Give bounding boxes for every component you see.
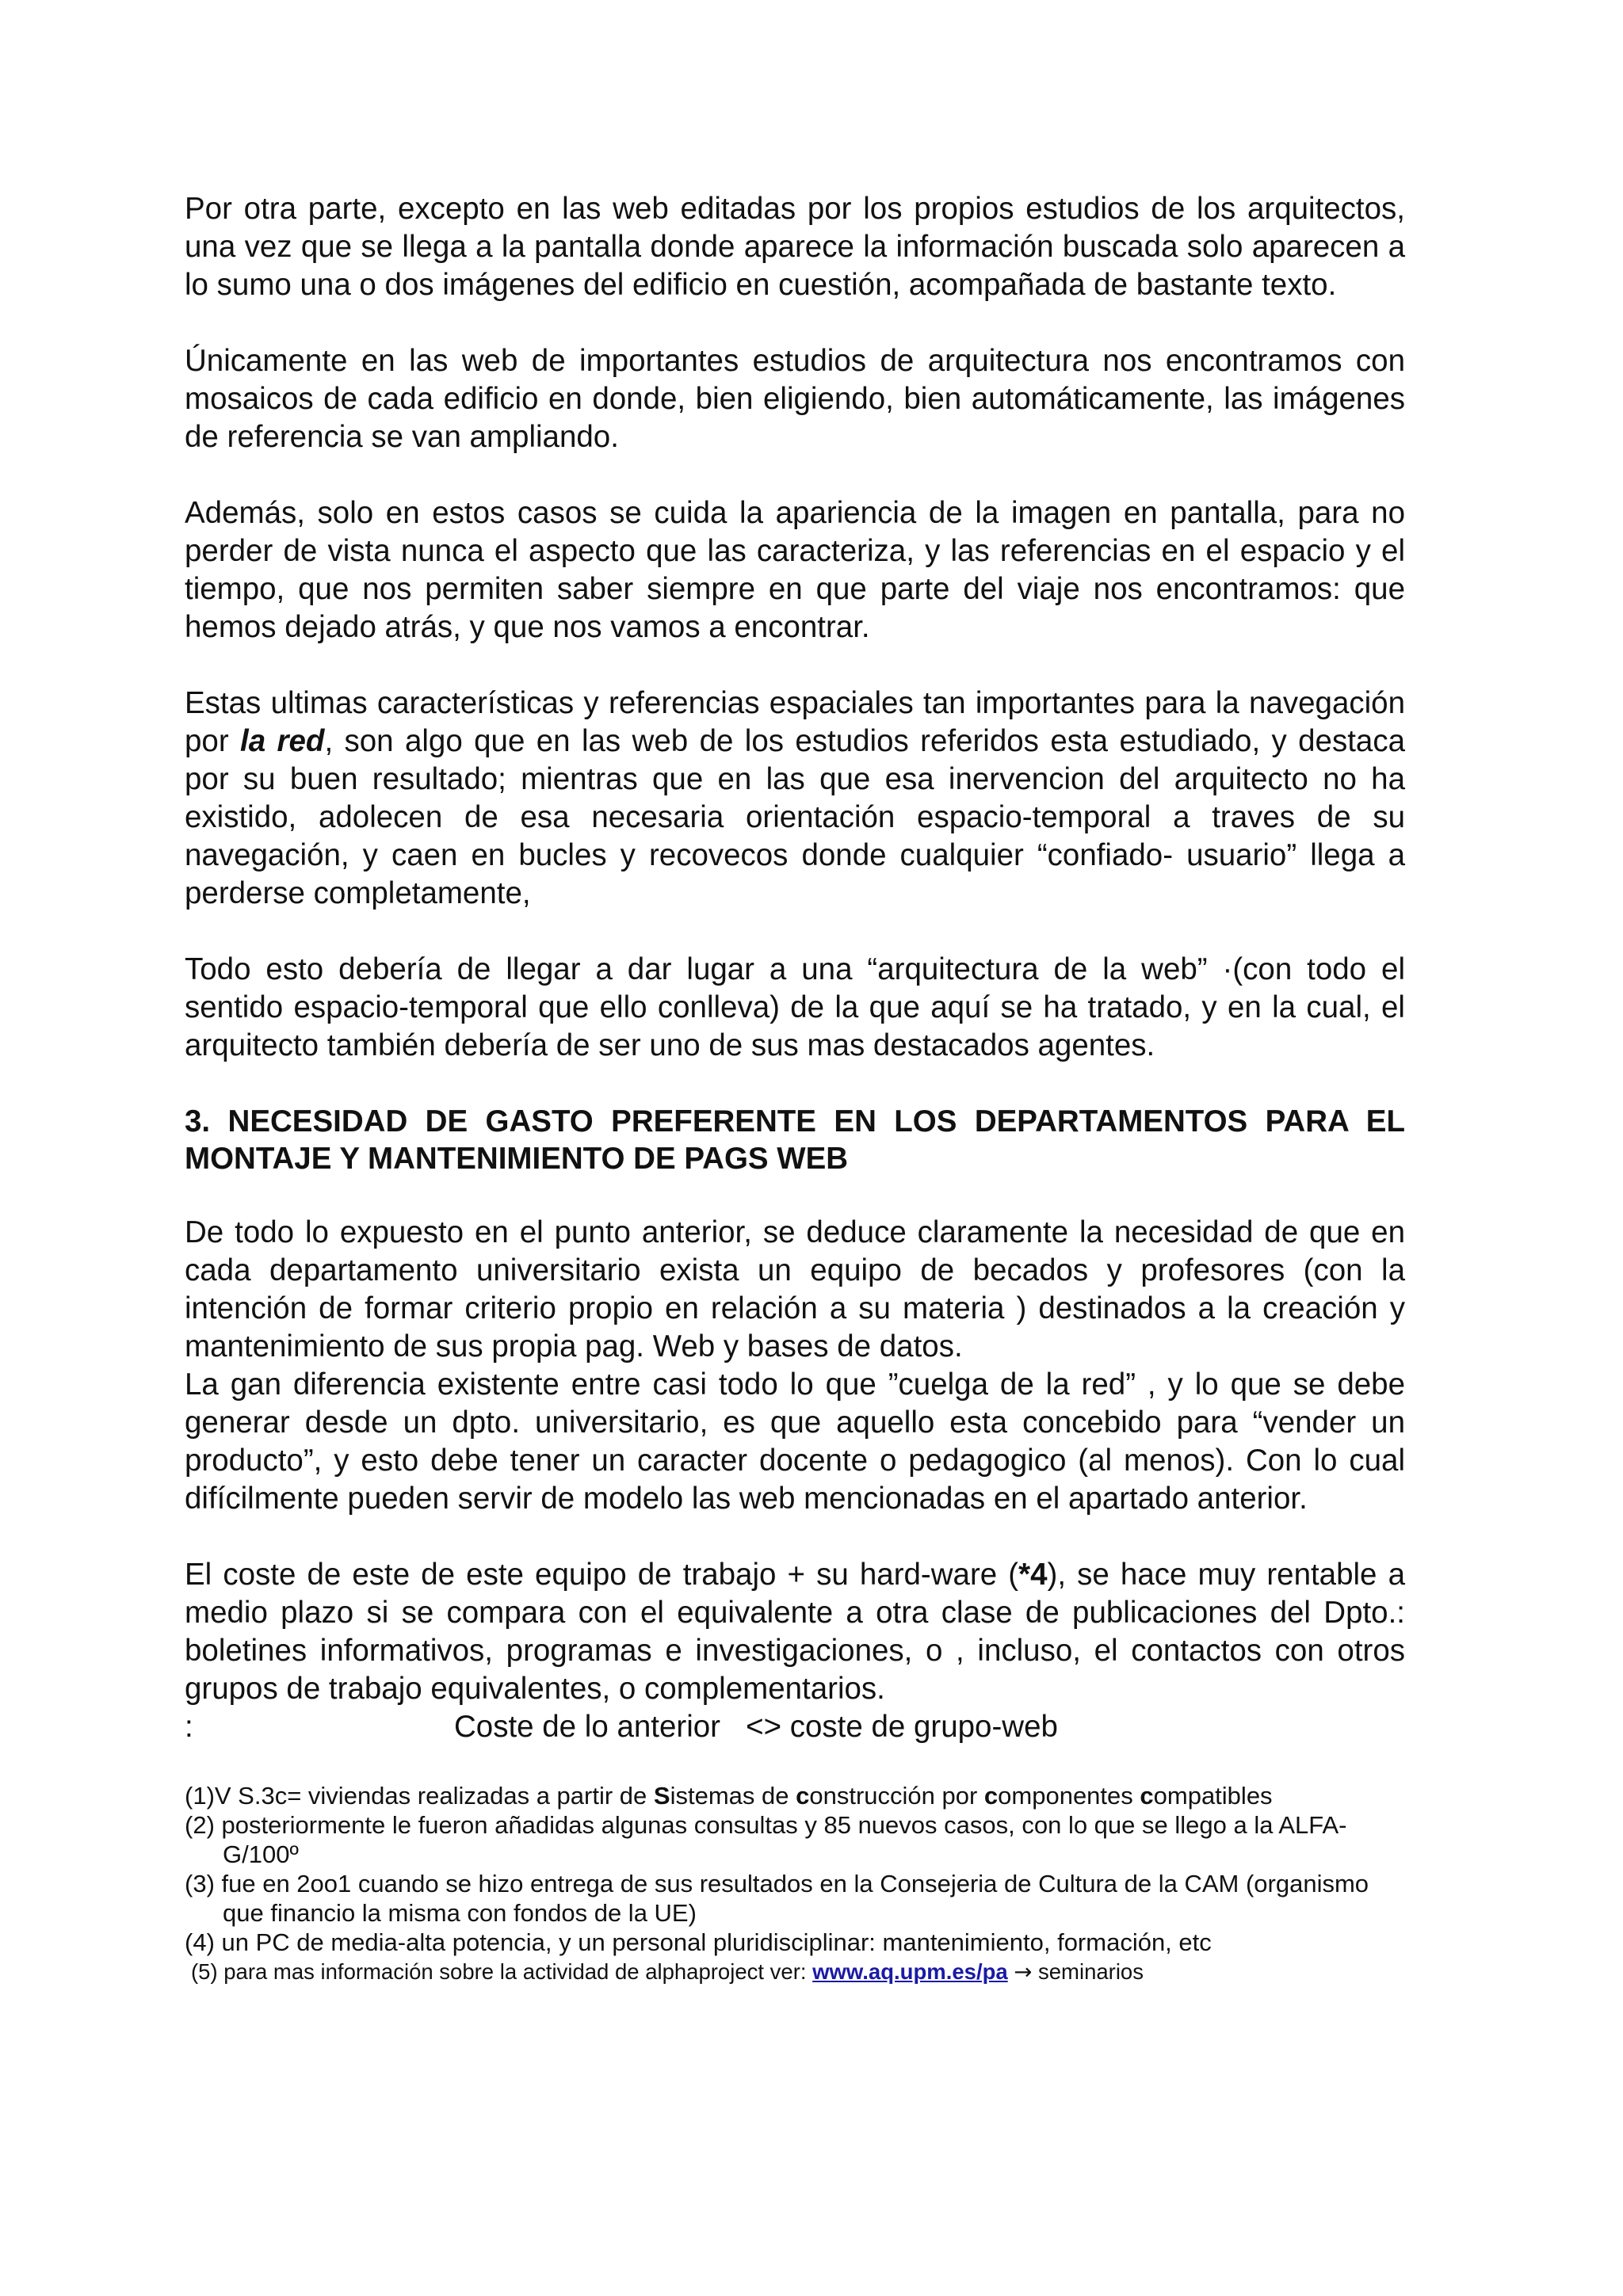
paragraph-apariencia: Además, solo en estos casos se cuida la apariencia de la imagen en pantalla, para no perder de vista nunca el aspecto que las caracteriza, y las referencias en el espacio y el tiempo, que nos permiten saber siempre en que parte del viaje nos encontramos: que hemos dejado atrás, y que nos vamos a encontrar. [185, 496, 1405, 644]
cost-comparison-colon: : [185, 1710, 193, 1744]
cost-comparison-line [185, 1708, 1405, 1746]
paragraph-navegacion-text-1: Estas ultimas características y referencias espaciales tan importantes para la navegación por [185, 686, 1405, 758]
alphaproject-link[interactable]: www.aq.upm.es/pa [812, 1959, 1008, 1984]
paragraph-navegacion [185, 685, 1405, 913]
footnote-1-bold-c2: c [983, 1782, 999, 1810]
paragraph-coste-text-2: ), se hace muy rentable a medio plazo si se compara con el equivalente a otra clase de publicaciones del Dpto.: boletines informativos, programas e investigaciones, o , incluso, el contactos con otros grupos de trabajo equivalentes, o complementarios. [185, 1558, 1405, 1706]
footnote-ref-4: *4 [1018, 1558, 1048, 1592]
paragraph-navegacion-text-2: , son algo que en las web de los estudios referidos esta estudiado, y destaca por su buen resultado; mientras que en las que esa inervencion del arquitecto no ha existido, adolecen de esa necesaria orientación espacio-temporal a traves de su navegación, y caen en bucles y recovecos donde cualquier “confiado- usuario” llega a perderse completamente, [185, 724, 1405, 910]
footnote-1-text-d: onstrucción por [809, 1782, 984, 1810]
paragraph-mosaicos: Únicamente en las web de importantes estudios de arquitectura nos encontramos con mosaicos de cada edificio en donde, bien eligiendo, bien automáticamente, las imágenes de referencia se van ampliando. [185, 344, 1405, 454]
footnote-1-bold-c1: c [796, 1782, 810, 1810]
document-page [185, 190, 1405, 1985]
footnote-5 [191, 1958, 1405, 1985]
footnote-1-bold-c3: c [1140, 1782, 1154, 1810]
footnote-3: (3) fue en 2oo1 cuando se hizo entrega de sus resultados en la Consejeria de Cultura de la CAM (organismo que financio la misma con fondos de la UE) [185, 1870, 1369, 1927]
paragraph-web-editadas: Por otra parte, excepto en las web editadas por los propios estudios de los arquitectos, una vez que se llega a la pantalla donde aparece la información buscada solo aparecen a lo sumo una o dos imágenes del edificio en cuestión, acompañada de bastante texto. [185, 192, 1405, 302]
paragraph-coste-text-1: El coste de este de este equipo de trabajo + su hard-ware ( [185, 1558, 1019, 1592]
paragraph-diferencia: La gan diferencia existente entre casi todo lo que ”cuelga de la red” , y lo que se debe generar desde un dpto. universitario, es que aquello esta concebido para “vender un producto”, y esto debe tener un caracter docente o pedagogico (al menos). Con lo cual difícilmente pueden servir de modelo las web mencionadas en el apartado anterior. [185, 1367, 1405, 1516]
cost-comparison-text: Coste de lo anterior <> coste de grupo-web [454, 1710, 1058, 1744]
arrow-right-icon: → [1014, 1959, 1033, 1985]
footnote-1-text-e: omponentes [998, 1782, 1140, 1810]
footnote-1-text-f: ompatibles [1153, 1782, 1273, 1810]
footnotes [185, 1781, 1405, 1985]
footnote-1 [185, 1781, 1405, 1810]
paragraph-arquitectura-web: Todo esto debería de llegar a dar lugar a una “arquitectura de la web” ·(con todo el sentido espacio-temporal que ello conlleva) de la que aquí se ha tratado, y en la cual, el arquitecto también debería de ser uno de sus mas destacados agentes. [185, 952, 1405, 1062]
footnote-1-text-a: (1)V S.3c= viviendas realizadas a partir de [185, 1782, 654, 1810]
paragraph-equipo-becados: De todo lo expuesto en el punto anterior, se deduce claramente la necesidad de que en cada departamento universitario exista un equipo de becados y profesores (con la intención de formar criterio propio en relación a su materia ) destinados a la creación y mantenimiento de sus propia pag. Web y bases de datos. [185, 1215, 1405, 1363]
footnote-5-seminarios: seminarios [1032, 1959, 1144, 1984]
section-3-heading: 3. NECESIDAD DE GASTO PREFERENTE EN LOS DEPARTAMENTOS PARA EL MONTAJE Y MANTENIMIENTO DE PAGS WEB [185, 1104, 1405, 1176]
footnote-2: (2) posteriormente le fueron añadidas algunas consultas y 85 nuevos casos, con lo que se llego a la ALFA-G/100º [185, 1811, 1347, 1868]
footnote-1-bold-s: S [653, 1782, 670, 1810]
emphasis-la-red: la red [240, 724, 325, 758]
footnote-1-text-c: istemas de [670, 1782, 796, 1810]
footnote-5-text: (5) para mas información sobre la actividad de alphaproject ver: [191, 1959, 813, 1984]
footnote-4: (4) un PC de media-alta potencia, y un personal pluridisciplinar: mantenimiento, formación, etc [185, 1928, 1212, 1956]
paragraph-coste [185, 1556, 1405, 1708]
